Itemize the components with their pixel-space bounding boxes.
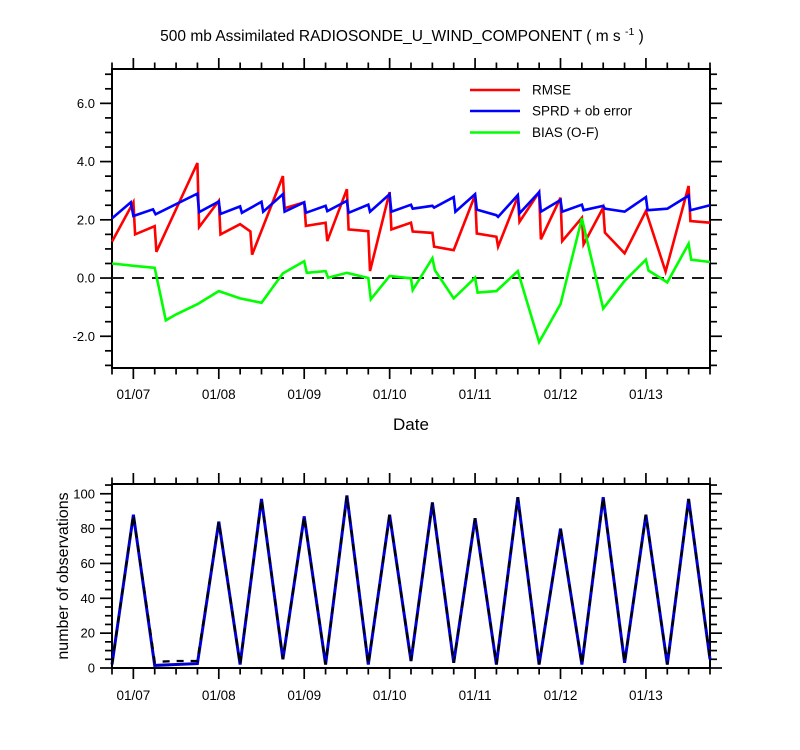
top-panel-y-tick-label: 2.0 bbox=[76, 212, 95, 228]
bottom-panel-date-label: 01/13 bbox=[629, 688, 663, 703]
top-panel-date-label: 01/12 bbox=[543, 387, 578, 402]
bottom-panel-y-tick-label: 80 bbox=[80, 521, 95, 537]
bottom-panel-date-label: 01/08 bbox=[201, 688, 236, 703]
rmse-line bbox=[112, 163, 710, 272]
top-panel-date-label: 01/11 bbox=[458, 387, 492, 402]
top-panel-y-tick-label: 6.0 bbox=[76, 95, 95, 111]
legend-label-sprd: SPRD + ob error bbox=[532, 103, 633, 119]
top-panel-date-label: 01/08 bbox=[201, 387, 236, 402]
bottom-panel-date-label: 01/10 bbox=[372, 688, 407, 703]
top-panel-y-tick-label: -2.0 bbox=[72, 328, 95, 344]
bottom-panel-date-label: 01/11 bbox=[458, 688, 492, 703]
top-panel-date-label: 01/07 bbox=[116, 387, 151, 402]
chart-title-main: 500 mb Assimilated RADIOSONDE_U_WIND_COMPONENT ( m s bbox=[160, 28, 621, 45]
sprd-line bbox=[112, 192, 710, 218]
x-axis-title-date: Date bbox=[393, 415, 429, 434]
bottom-panel bbox=[73, 473, 722, 703]
legend bbox=[470, 83, 633, 141]
legend-label-bias: BIAS (O-F) bbox=[532, 125, 599, 140]
bottom-panel-x-ticks bbox=[112, 473, 710, 679]
bottom-panel-y-tick-label: 20 bbox=[80, 625, 95, 641]
bottom-panel-date-label: 01/12 bbox=[543, 688, 578, 703]
bias-line bbox=[112, 218, 710, 342]
bottom-panel-date-label: 01/07 bbox=[116, 688, 151, 703]
chart-title-superscript: -1 bbox=[625, 26, 635, 38]
bottom-panel-y-tick-label: 100 bbox=[73, 486, 95, 502]
chart-title-close: ) bbox=[638, 28, 644, 45]
top-panel-date-label: 01/09 bbox=[287, 387, 322, 402]
top-panel-y-tick-label: 4.0 bbox=[76, 154, 95, 170]
top-panel-date-label: 01/10 bbox=[372, 387, 407, 402]
bottom-panel-y-tick-label: 0 bbox=[87, 660, 95, 676]
y-axis-title-observations: number of observations bbox=[55, 492, 72, 660]
bottom-panel-date-label: 01/09 bbox=[287, 688, 322, 703]
chart-title bbox=[160, 22, 644, 45]
legend-label-rmse: RMSE bbox=[532, 82, 572, 98]
bottom-panel-y-tick-label: 60 bbox=[80, 555, 95, 571]
top-panel-y-tick-label: 0.0 bbox=[76, 270, 95, 286]
bottom-panel-y-tick-label: 40 bbox=[80, 590, 95, 606]
top-panel-date-label: 01/13 bbox=[629, 387, 663, 402]
